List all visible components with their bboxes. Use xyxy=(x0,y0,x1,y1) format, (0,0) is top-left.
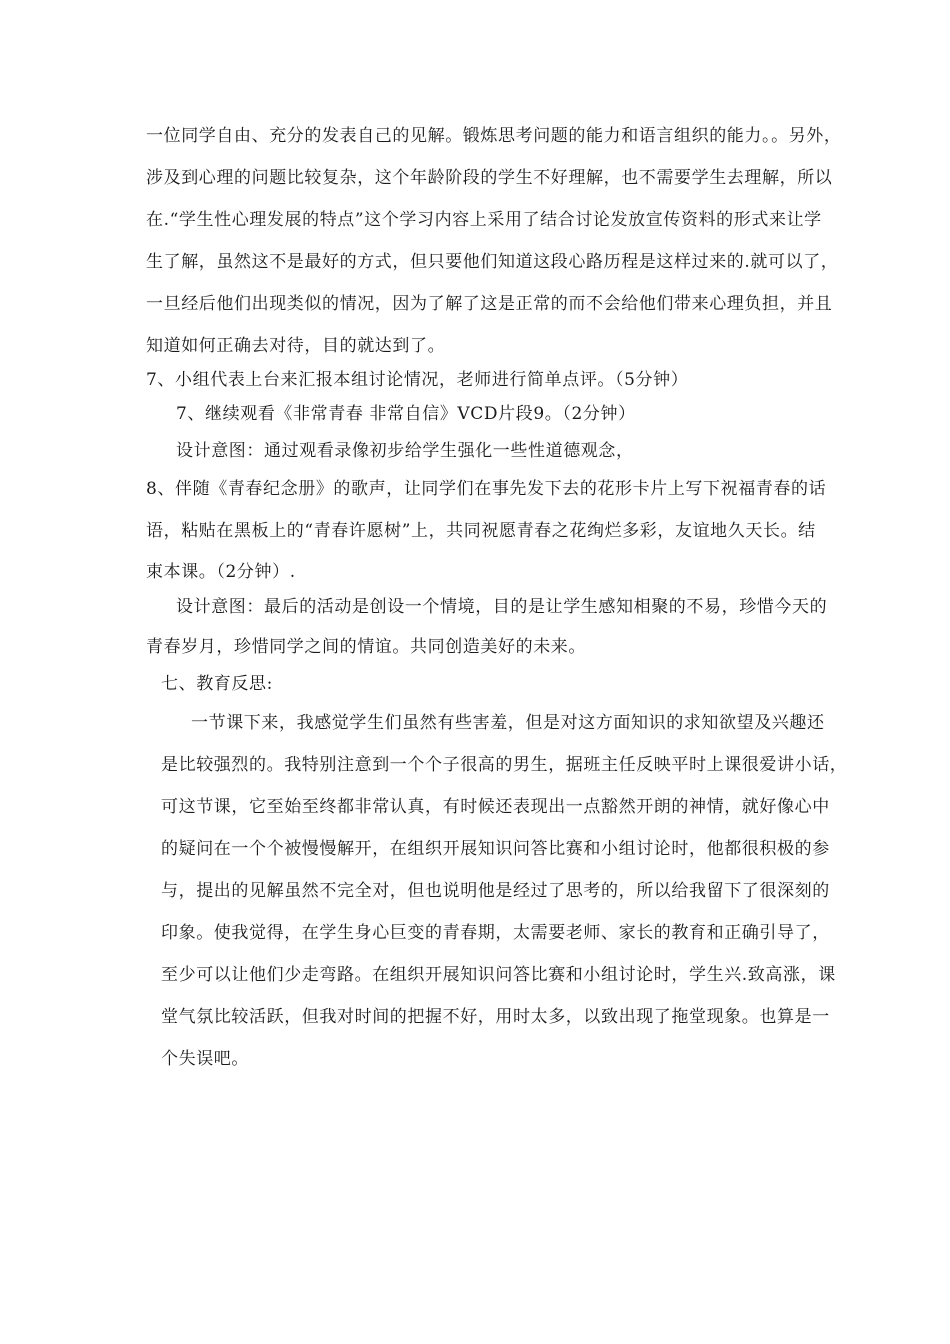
text-line: 一旦经后他们出现类似的情况，因为了解了这是正常的而不会给他们带来心理负担，并且 xyxy=(146,294,833,314)
text-line: 一节课下来，我感觉学生们虽然有些害羞，但是对这方面知识的求知欲望及兴趣还 xyxy=(191,713,825,733)
section-heading: 七、教育反思: xyxy=(161,674,273,694)
text-line: 与，提出的见解虽然不完全对，但也说明他是经过了思考的，所以给我留下了很深刻的 xyxy=(161,881,830,901)
text-line: 是比较强烈的。我特别注意到一个个子很高的男生，据班主任反映平时上课很爱讲小话， xyxy=(161,755,848,775)
text-line: 束本课。（2分钟）. xyxy=(146,562,296,582)
step-7-report: 7、小组代表上台来汇报本组讨论情况，老师进行简单点评。（5分钟） xyxy=(146,370,689,390)
text-line: 堂气氛比较活跃，但我对时间的把握不好，用时太多，以致出现了拖堂现象。也算是一 xyxy=(161,1007,830,1027)
text-line: 印象。使我觉得，在学生身心巨变的青春期，太需要老师、家长的教育和正确引导了， xyxy=(161,923,830,943)
text-line: 设计意图：最后的活动是创设一个情境，目的是让学生感知相聚的不易，珍惜今天的 xyxy=(176,597,828,617)
text-line: 涉及到心理的问题比较复杂，这个年龄阶段的学生不好理解，也不需要学生去理解，所以 xyxy=(146,168,833,188)
text-line: 8、伴随《青春纪念册》的歌声，让同学们在事先发下去的花形卡片上写下祝福青春的话 xyxy=(146,479,827,499)
text-line: 知道如何正确去对待，目的就达到了。 xyxy=(146,336,446,356)
text-line: 的疑问在一个个被慢慢解开，在组织开展知识问答比赛和小组讨论时，他都很积极的参 xyxy=(161,839,830,859)
step-7-video: 7、继续观看《非常青春 非常自信》VCD片段9。（2分钟） xyxy=(176,404,636,424)
design-intent-1: 设计意图：通过观看录像初步给学生强化一些性道德观念， xyxy=(176,441,634,461)
text-line: 个失误吧。 xyxy=(161,1049,249,1069)
text-line: 在.“学生性心理发展的特点”这个学习内容上采用了结合讨论发放宣传资料的形式来让学 xyxy=(146,210,822,230)
text-line: 至少可以让他们少走弯路。在组织开展知识问答比赛和小组讨论时，学生兴.致高涨，课 xyxy=(161,965,836,985)
text-line: 一位同学自由、充分的发表自己的见解。锻炼思考问题的能力和语言组织的能力。。另外， xyxy=(146,126,842,146)
text-line: 青春岁月，珍惜同学之间的情谊。共同创造美好的未来。 xyxy=(146,637,586,657)
text-line: 可这节课，它至始至终都非常认真，有时候还表现出一点豁然开朗的神情，就好像心中 xyxy=(161,797,830,817)
text-line: 语，粘贴在黑板上的“青春许愿树”上，共同祝愿青春之花绚烂多彩，友谊地久天长。结 xyxy=(146,521,816,541)
text-line: 生了解，虽然这不是最好的方式，但只要他们知道这段心路历程是这样过来的.就可以了， xyxy=(146,252,839,272)
